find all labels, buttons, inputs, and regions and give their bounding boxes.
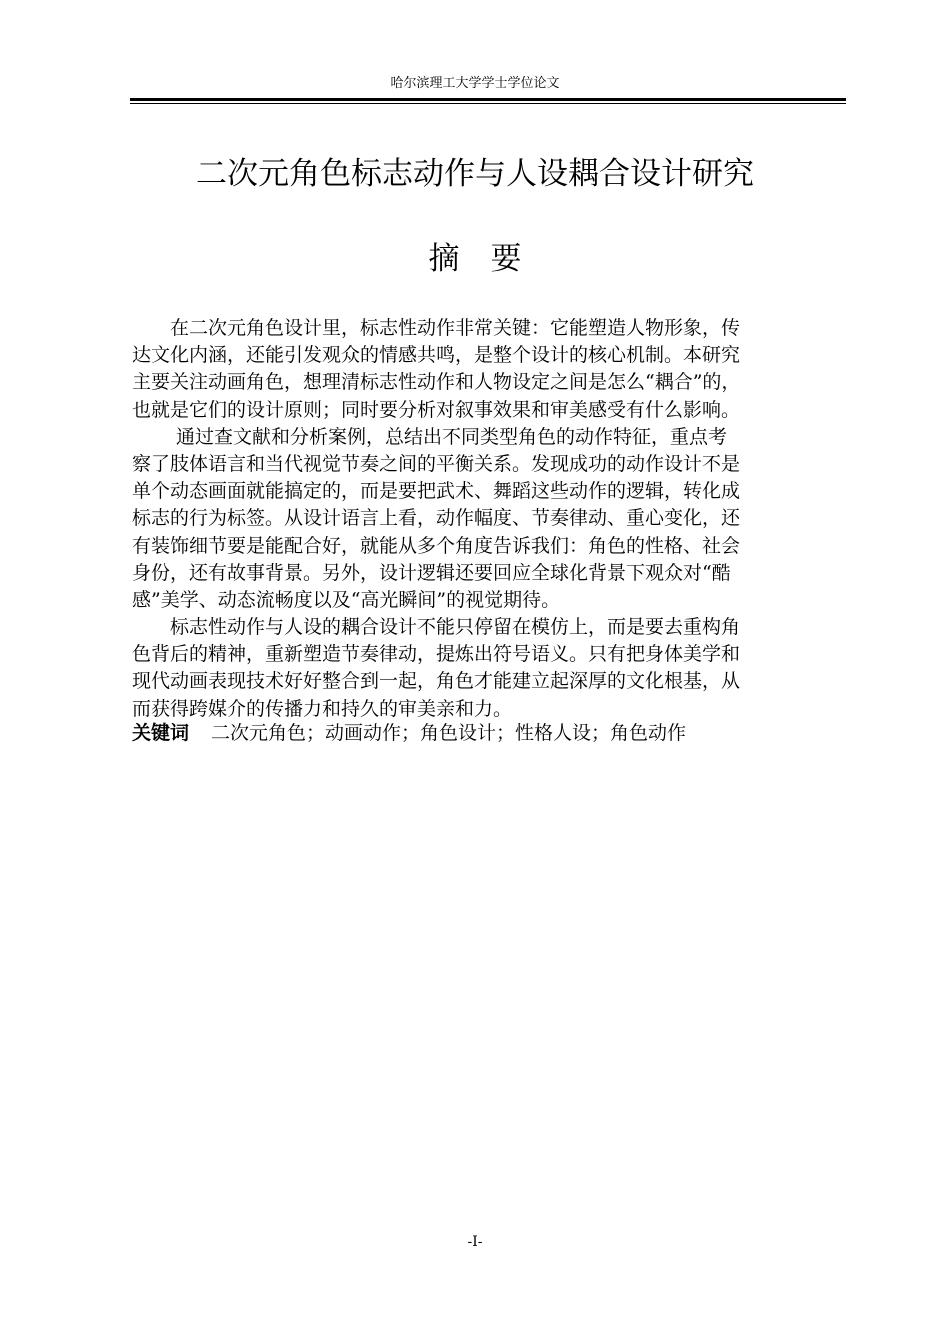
- abstract-body: [132, 315, 852, 723]
- abstract-line: 身份，还有故事背景。另外，设计逻辑还要回应全球化背景下观众对“酷: [132, 561, 731, 584]
- abstract-line: 有装饰细节要是能配合好，就能从多个角度告诉我们：角色的性格、社会: [132, 534, 741, 557]
- abstract-line: 而获得跨媒介的传播力和持久的审美亲和力。: [132, 697, 513, 720]
- abstract-line: 标志性动作与人设的耦合设计不能只停留在模仿上，而是要去重构角: [132, 616, 741, 639]
- abstract-line: 色背后的精神，重新塑造节奏律动，提炼出符号语义。只有把身体美学和: [132, 643, 741, 666]
- keywords-label: 关键词: [132, 722, 190, 744]
- header-rule-thin: [130, 103, 846, 104]
- abstract-line: 标志的行为标签。从设计语言上看，动作幅度、节奏律动、重心变化，还: [132, 507, 741, 530]
- keywords-text: 二次元角色；动画动作；角色设计；性格人设；角色动作: [211, 722, 687, 744]
- thesis-title: 二次元角色标志动作与人设耦合设计研究: [196, 156, 754, 192]
- keywords: [132, 720, 852, 747]
- abstract-line: 在二次元角色设计里，标志性动作非常关键：它能塑造人物形象，传: [132, 317, 741, 339]
- abstract-line: 感”美学、动态流畅度以及“高光瞬间”的视觉期待。: [132, 588, 561, 611]
- abstract-line: 达文化内涵，还能引发观众的情感共鸣，是整个设计的核心机制。本研究: [132, 344, 741, 367]
- abstract-line: 也就是它们的设计原则；同时要分析对叙事效果和审美感受有什么影响。: [132, 398, 741, 421]
- abstract-line: 现代动画表现技术好好整合到一起，角色才能建立起深厚的文化根基，从: [132, 670, 741, 693]
- header-rule-thick: [130, 98, 846, 101]
- abstract-line: 单个动态画面就能搞定的，而是要把武术、舞蹈这些动作的逻辑，转化成: [132, 480, 741, 503]
- abstract-heading: 摘 要: [428, 241, 522, 277]
- abstract-line: 主要关注动画角色，想理清标志性动作和人物设定之间是怎么“耦合”的，: [132, 371, 741, 394]
- abstract-line: 察了肢体语言和当代视觉节奏之间的平衡关系。发现成功的动作设计不是: [132, 452, 741, 475]
- page-number: -I-: [467, 1234, 483, 1250]
- abstract-line: 通过查文献和分析案例，总结出不同类型角色的动作特征，重点考: [132, 425, 728, 448]
- running-header: 哈尔滨理工大学学士学位论文: [390, 76, 560, 91]
